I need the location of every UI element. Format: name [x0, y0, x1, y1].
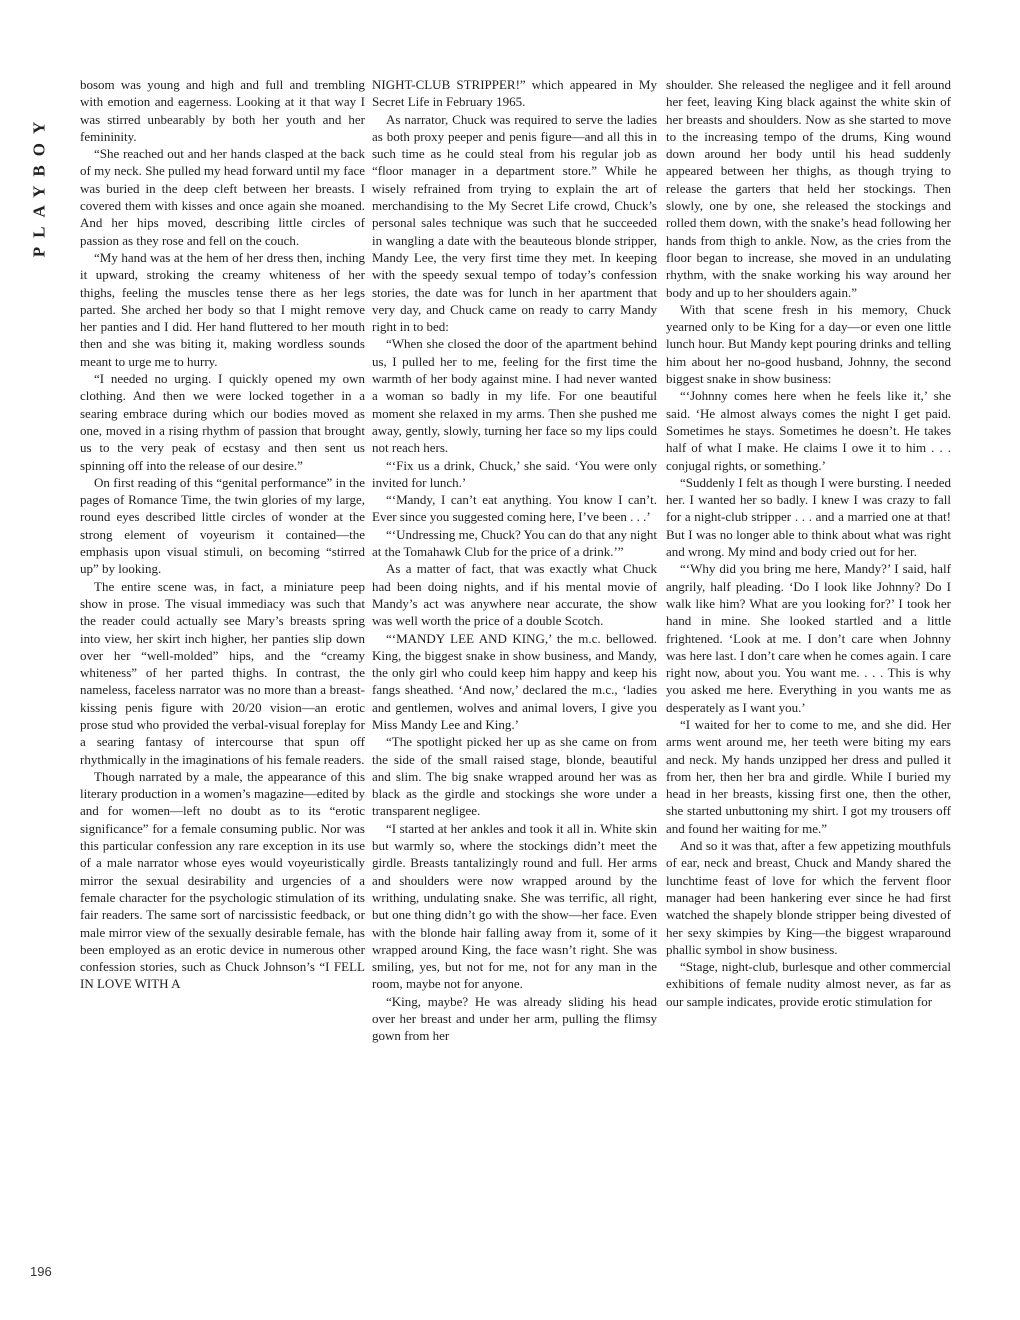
paragraph: bosom was young and high and full and trembling with emotion and eagerness. Looking at it that way I was stirred unbearably by both her youth and her femininity. — [80, 77, 365, 144]
paragraph: “When she closed the door of the apartment behind us, I pulled her to me, feeling for the first time the warmth of her body against mine. I had never wanted a woman so badly in my life. For one beautiful moment she relaxed in my arms. Then she pushed me away, gently, slowly, turning her face so my lips could not reach hers. — [372, 336, 657, 456]
paragraph: As a matter of fact, that was exactly what Chuck had been doing nights, and if his mental movie of Mandy’s act was anywhere near accurate, the show was well worth the price of a double Scotch. — [372, 561, 657, 629]
paragraph: “King, maybe? He was already sliding his head over her breast and under her arm, pulling the flimsy gown from her — [372, 993, 657, 1044]
magazine-name: PLAYBOY — [29, 112, 48, 258]
paragraph: As narrator, Chuck was required to serve the ladies as both proxy peeper and penis figure—and all this in such time as he could steal from his regular job as “floor manager in a department store.” While he wisely refrained from trying to explain the art of merchandising to the My Secret Life crowd, Chuck’s personal sales technique was such that he succeeded in wangling a date with the beauteous blonde stripper, Mandy Lee, the very first time they met. In keeping with the speedy sexual tempo of today’s confession stories, the date was for lunch in her apartment that very day, and Chuck came on ready to carry Mandy right in to bed: — [372, 111, 657, 335]
paragraph: “I started at her ankles and took it all in. White skin but warmly so, where the stockings didn’t meet the girdle. Breasts tantalizingly round and full. Her arms and shoulders were now wrapped around by the writhing, undulating snake. She was terrific, all right, but one thing didn’t go with the show—her face. Even with the blonde hair falling away from it, some of it wrapped around King, the face wasn’t right. She was smiling, yes, but not for me, not for any man in the room, maybe not for anyone. — [372, 820, 657, 992]
paragraph: With that scene fresh in his memory, Chuck yearned only to be King for a day—or even one little lunch hour. But Mandy kept pouring drinks and telling him about her no-good husband, Johnny, the second biggest snake in show business: — [666, 301, 951, 387]
paragraph: “‘Fix us a drink, Chuck,’ she said. ‘You were only invited for lunch.’ — [372, 457, 657, 490]
paragraph: “My hand was at the hem of her dress then, inching it upward, stroking the creamy whiteness of her thighs, feeling the muscles tense there as her legs parted. She arched her body so that I might remove her panties and I did. Her hand fluttered to her mouth then and she was biting it, making wordless sounds meant to urge me to hurry. — [80, 249, 365, 369]
paragraph: “‘Mandy, I can’t eat anything. You know I can’t. Ever since you suggested coming here, I’ve been . . .’ — [372, 492, 657, 525]
paragraph: Though narrated by a male, the appearance of this literary production in a women’s magazine—edited by and for women—left no doubt as to its “erotic significance” for a female consuming public. Nor was this particular confession any rare exception in its use of a male narrator whose eyes would voyeuristically mirror the sexual desirability and urgencies of a female character for the psychologic stimulation of its fair readers. The same sort of narcissistic feedback, or male mirror view of the sexually desirable female, has been employed as an erotic device in numerous other confession stories, such as Chuck Johnson’s “I FELL IN LOVE WITH A — [80, 768, 365, 992]
paragraph: “‘Why did you bring me here, Mandy?’ I said, half angrily, half pleading. ‘Do I look like Johnny? Do I walk like him? What are you looking for?’ I took her hand in mine. She looked startled and a little frightened. ‘Look at me. I don’t care when Johnny was here last. I don’t care when he comes again. I care right now, about you. You want me. . . . This is why you asked me here. Everything in you wants me as desperately as I want you.’ — [666, 561, 951, 715]
text-column-2 — [372, 76, 657, 1045]
paragraph: “‘MANDY LEE AND KING,’ the m.c. bellowed. King, the biggest snake in show business, and Mandy, the only girl who could keep him happy and keep his fangs sheathed. ‘And now,’ declared the m.c., ‘ladies and gentlemen, wolves and animal lovers, I give you Miss Mandy Lee and King.’ — [372, 630, 657, 732]
text-column-3 — [666, 76, 951, 1010]
paragraph: “I waited for her to come to me, and she did. Her arms went around me, her teeth were biting my ears and neck. My hands unzipped her dress and pulled it from her, then her bra and girdle. While I buried my head in her breasts, kissing first one, then the other, she started unbuttoning my shirt. I got my trousers off and found her waiting for me.” — [666, 716, 951, 836]
paragraph: “The spotlight picked her up as she came on from the side of the small raised stage, blonde, beautiful and slim. The big snake wrapped around her was as black as the girdle and stockings she wore under a transparent negligee. — [372, 734, 657, 819]
paragraph: On first reading of this “genital performance” in the pages of Romance Time, the twin glories of my large, round eyes described little circles of wonder at the strong element of voyeurism it contained—the emphasis upon visual stimuli, on becoming “stirred up” by looking. — [80, 474, 365, 577]
paragraph: And so it was that, after a few appetizing mouthfuls of ear, neck and breast, Chuck and Mandy shared the lunchtime feast of love for which the fervent floor manager had been hankering ever since he had first watched the shapely blonde stripper being divested of her sexy skimpies by King—the biggest wraparound phallic symbol in show business. — [666, 838, 951, 957]
paragraph: “Suddenly I felt as though I were bursting. I needed her. I wanted her so badly. I knew I was crazy to fall for a night-club stripper . . . and a married one at that! But I was no longer able to think about what was right and wrong. My mind and body cried out for her. — [666, 474, 951, 560]
paragraph: “I needed no urging. I quickly opened my own clothing. And then we were locked together in a searing embrace during which our bodies moved as one, moved in a rising rhythm of passion that brought us to the very peak of ecstasy and then sent us spinning off into the release of our desire.” — [80, 371, 365, 473]
paragraph: shoulder. She released the negligee and it fell around her feet, leaving King black against the white skin of her breasts and shoulders. Now as she started to move to the increasing tempo of the drums, King wound down around her body until his head suddenly appeared between her thighs, as though trying to release the garters that held her stockings. Then slowly, one by one, she released the stockings and rolled them down, with the snake’s head following her hands from thigh to ankle. Now, as the cries from the floor began to increase, she moved in an undulating rhythm, with the snake working his way around her body and up to her shoulders again.” — [666, 77, 951, 300]
text-column-1 — [80, 76, 365, 993]
page-number: 196 — [30, 1264, 52, 1279]
paragraph: “Stage, night-club, burlesque and other commercial exhibitions of female nudity almost never, as far as our sample indicates, provide erotic stimulation for — [666, 959, 951, 1009]
paragraph: NIGHT-CLUB STRIPPER!” which appeared in My Secret Life in February 1965. — [372, 77, 657, 110]
paragraph: “‘Johnny comes here when he feels like it,’ she said. ‘He almost always comes the night I get paid. Sometimes he stays. Sometimes he doesn’t. He takes half of what I make. He claims I owe it to him . . . conjugal rights, or something.’ — [666, 388, 951, 473]
paragraph: “She reached out and her hands clasped at the back of my neck. She pulled my head forward until my face was buried in the deep cleft between her breasts. I covered them with kisses and once again she moaned. And her hips moved, describing little circles of passion as they rose and fell on the couch. — [80, 146, 365, 248]
magazine-masthead — [24, 70, 54, 300]
paragraph: “‘Undressing me, Chuck? You can do that any night at the Tomahawk Club for the price of a drink.’” — [372, 526, 657, 560]
paragraph: The entire scene was, in fact, a miniature peep show in prose. The visual immediacy was such that the reader could actually see Mary’s breasts spring into view, her skirt inch higher, her panties slip down over her “well-molded” hips, and the “creamy whiteness” of her parted thighs. In contrast, the nameless, faceless narrator was no more than a breast-kissing penis figure with 20/20 vision—an erotic prose stud who provided the verbal-visual foreplay for a searing fantasy of intercourse that spun off rhythmically in the imaginations of his female readers. — [80, 578, 365, 767]
